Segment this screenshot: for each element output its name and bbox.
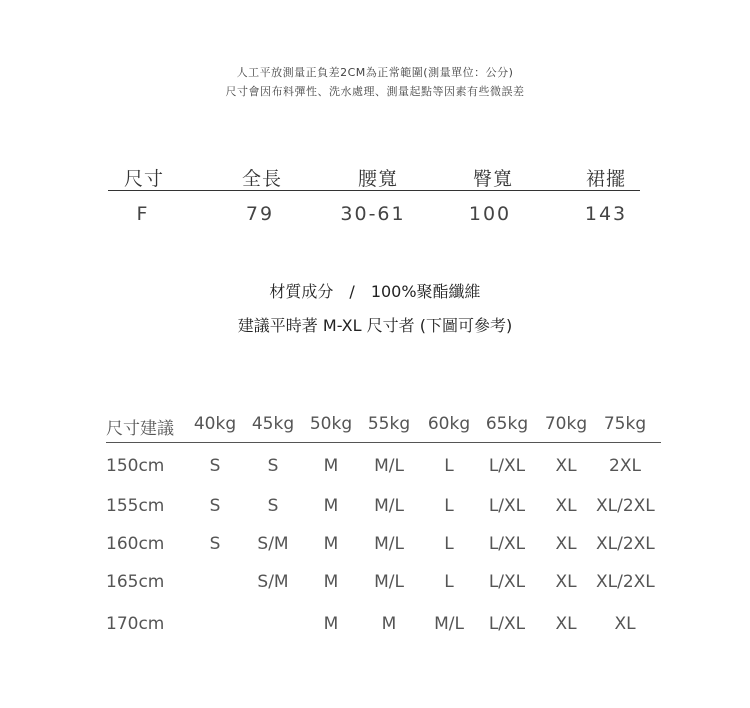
size-cell: S <box>209 496 221 517</box>
header-weight: 55kg <box>367 414 411 434</box>
material-info: 材質成分 / 100%聚酯纖維 <box>269 282 481 301</box>
measurement-note: 人工平放測量正負差2CM為正常範圍(測量單位：公分) <box>236 66 514 79</box>
header-weight: 70kg <box>544 414 588 434</box>
size-cell: L <box>444 496 454 517</box>
size-cell: XL <box>555 613 577 634</box>
size-cell: M <box>381 613 397 634</box>
header-weight: 50kg <box>309 414 353 434</box>
size-suggestion: 建議平時著 M-XL 尺寸者 (下圖可參考) <box>237 316 513 335</box>
size-cell: L/XL <box>488 455 526 476</box>
table-row <box>106 562 661 601</box>
height-cell: 170cm <box>106 613 165 634</box>
size-cell: M <box>323 572 339 593</box>
size-cell: M <box>323 455 339 476</box>
size-cell: L/XL <box>488 613 526 634</box>
header-weight: 60kg <box>427 414 471 434</box>
size-cell: L <box>444 533 454 554</box>
header-suggestion: 尺寸建議 <box>106 419 174 439</box>
size-cell: L/XL <box>488 533 526 554</box>
size-cell: XL/2XL <box>596 533 655 554</box>
size-cell: L/XL <box>488 572 526 593</box>
size-cell: M/L <box>374 496 404 517</box>
header-length: 全長 <box>241 168 282 190</box>
header-hem: 裙擺 <box>585 168 626 190</box>
value-length: 79 <box>245 203 275 225</box>
measurement-value-row <box>108 191 640 225</box>
size-cell: S <box>209 533 221 554</box>
header-waist: 腰寬 <box>357 168 398 190</box>
height-cell: 150cm <box>106 455 165 476</box>
size-cell: XL/2XL <box>596 572 655 593</box>
size-cell: XL/2XL <box>596 496 655 517</box>
size-cell: 2XL <box>609 455 641 476</box>
size-cell: M <box>323 533 339 554</box>
size-cell: XL <box>555 455 577 476</box>
size-chart <box>106 408 661 645</box>
size-cell: XL <box>555 533 577 554</box>
value-hip: 100 <box>468 203 512 225</box>
value-waist: 30-61 <box>340 203 406 225</box>
height-cell: 160cm <box>106 533 165 554</box>
header-weight: 45kg <box>251 414 295 434</box>
header-size: 尺寸 <box>123 168 164 190</box>
size-cell: L <box>444 572 454 593</box>
header-weight: 65kg <box>485 414 529 434</box>
table-row <box>106 524 661 562</box>
size-cell: M/L <box>374 455 404 476</box>
table-row <box>106 487 661 524</box>
table-row <box>106 443 661 487</box>
size-cell: M/L <box>374 572 404 593</box>
header-weight: 40kg <box>193 414 237 434</box>
variance-note: 尺寸會因布料彈性、洗水處理、測量起點等因素有些微誤差 <box>225 85 525 98</box>
size-cell: XL <box>555 496 577 517</box>
measurement-header-row <box>108 160 640 191</box>
size-cell: S/M <box>257 572 289 593</box>
table-row <box>106 601 661 645</box>
size-cell: S/M <box>257 533 289 554</box>
value-size: F <box>136 203 150 225</box>
size-cell: L <box>444 455 454 476</box>
header-weight: 75kg <box>603 414 647 434</box>
size-cell: XL <box>555 572 577 593</box>
size-cell: S <box>267 496 279 517</box>
value-hem: 143 <box>584 203 628 225</box>
header-hip: 臀寬 <box>472 168 513 190</box>
size-cell: L/XL <box>488 496 526 517</box>
size-cell: M/L <box>374 533 404 554</box>
height-cell: 165cm <box>106 572 165 593</box>
size-cell: S <box>267 455 279 476</box>
measurement-table <box>108 160 640 225</box>
size-cell: S <box>209 455 221 476</box>
size-cell: XL <box>614 613 636 634</box>
size-chart-header <box>106 408 661 443</box>
size-cell: M/L <box>434 613 464 634</box>
size-cell: M <box>323 613 339 634</box>
size-cell: M <box>323 496 339 517</box>
height-cell: 155cm <box>106 496 165 517</box>
